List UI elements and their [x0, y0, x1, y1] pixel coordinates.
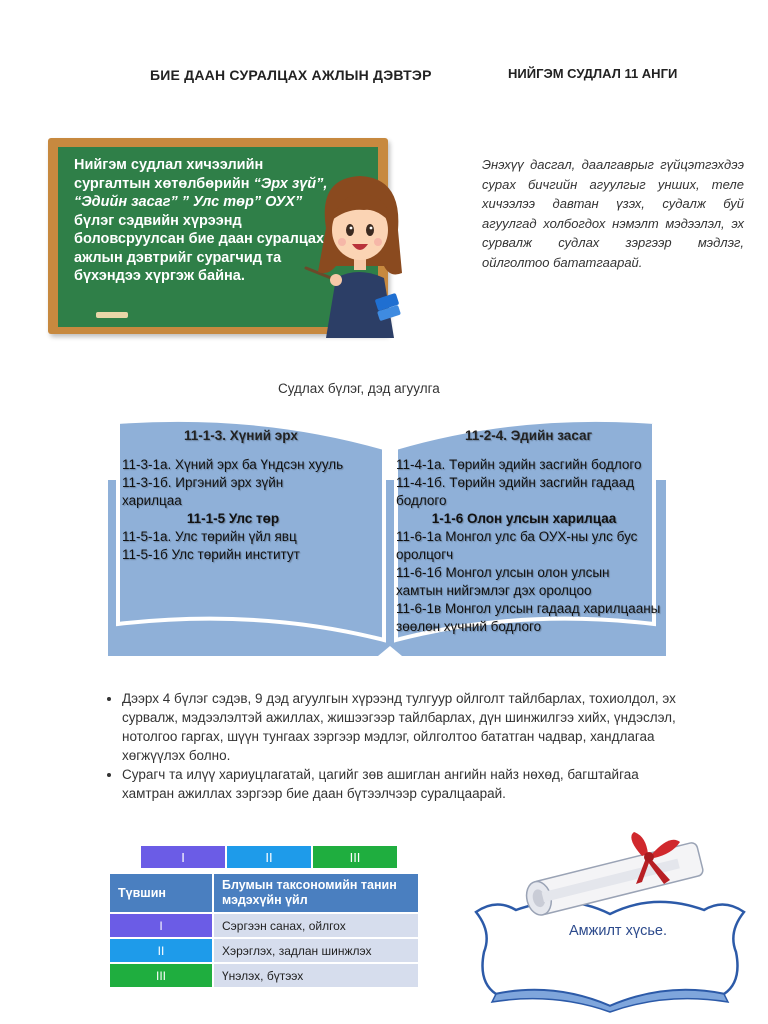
description-cell: Хэрэглэх, задлан шинжлэх — [213, 938, 419, 963]
description-cell: Сэргээн санах, ойлгох — [213, 913, 419, 938]
right-page-title: 11-2-4. Эдийн засаг — [465, 428, 593, 443]
level-cell: III — [109, 963, 213, 988]
left-page-title: 11-1-3. Хүний эрх — [184, 428, 298, 443]
right-subsection-title: 1-1-6 Олон улсын харилцаа — [431, 511, 617, 526]
description-cell: Үнэлэх, бүтээх — [213, 963, 419, 988]
teacher-illustration — [298, 168, 418, 338]
topic-item: 11-3-1б. Иргэний эрх зүйн харилцаа — [122, 475, 284, 508]
level-chip-2: II — [227, 846, 311, 868]
intro-paragraph: Энэхүү дасгал, даалгаврыг гүйцэтгэхдээ сурах бичгийн агуулгыг унших, теле хичээлээ давтан үзэх, судалж буй агуулгад холбогдох нэмэлт мэдээлэл, эх сурвалж судлах зэргээр мэдлэг, ойлголтоо бататгаарай. — [482, 157, 744, 270]
topic-item: 11-6-1в Монгол улсын гадаад харилцааны зөөлөн хүчний бодлого — [396, 601, 661, 634]
level-chip-3: III — [313, 846, 397, 868]
header-description: Блумын таксономийн танин мэдэхүйн үйл — [213, 873, 419, 913]
board-line-2: бүлэг сэдвийн хүрээнд боловсруулсан бие даан суралцах ажлын дэвтрийг сурагчид та бүхэндээ хүргэж байна. — [74, 212, 325, 284]
topic-item: 11-4-1б. Төрийн эдийн засгийн гадаад бодлого — [396, 475, 635, 508]
board-italic: “Эрх зүй”, “Эдийн засаг” ” Улс төр” ОУХ” — [74, 175, 328, 210]
topics-heading: Судлах бүлэг, дэд агуулга — [278, 381, 440, 396]
left-page-content — [122, 456, 344, 564]
topic-item: 11-5-1а. Улс төрийн үйл явц — [122, 529, 297, 544]
table-row — [109, 938, 419, 963]
left-subsection-title: 11-1-5 Улс төр — [186, 511, 280, 526]
instructions-list — [84, 689, 684, 803]
document-title: БИЕ ДААН СУРАЛЦАХ АЖЛЫН ДЭВТЭР — [150, 67, 432, 83]
topic-item: 11-3-1а. Хүний эрх ба Үндсэн хууль — [122, 457, 344, 472]
table-row — [109, 963, 419, 988]
topic-item: 11-5-1б Улс төрийн институт — [122, 547, 300, 562]
list-item: • Дээрх 4 бүлэг сэдэв, 9 дэд агуулгын хүрээнд тулгуур ойлголт тайлбарлах, тохиолдол, эх сурвалж, мэдээлэлтэй ажиллах, жишээгээр тайлбарлах, дүн шинжилгээ хийх, үндэслэл, нотолгоо гаргах, шүүн тунгаах зэргээр мэдлэг, ойлголтоо бататган чадвар, хандлагаа хөгжүүлэх болно. — [122, 689, 684, 765]
subject-title: НИЙГЭМ СУДЛАЛ 11 АНГИ — [508, 66, 678, 81]
list-item: • Сурагч та илүү хариуцлагатай, цагийг зөв ашиглан ангийн найз нөхөд, багштайгаа хамтран ажиллах зэргээр бие даан бүтээлчээр суралцаарай. — [122, 765, 684, 803]
header-level: Түвшин — [109, 873, 213, 913]
board-line-1: Нийгэм судлал хичээлийн сургалтын хөтөлбөрийн — [74, 157, 264, 192]
topic-item: 11-4-1а. Төрийн эдийн засгийн бодлого — [396, 457, 642, 472]
closing-message: Амжилт хүсье. — [569, 923, 667, 939]
level-cell: I — [109, 913, 213, 938]
level-cell: II — [109, 938, 213, 963]
table-row — [109, 913, 419, 938]
level-chip-1: I — [141, 846, 225, 868]
chalk-tray — [96, 312, 128, 318]
topic-item: 11-6-1б Монгол улсын олон улсын хамтын нийгэмлэг дэх оролцоо — [396, 565, 610, 598]
bloom-table — [108, 872, 420, 989]
table-header-row — [109, 873, 419, 913]
topic-item: 11-6-1а Монгол улс ба ОУХ-ны улс бус оролцогч — [396, 529, 638, 562]
right-page-content — [396, 456, 686, 636]
